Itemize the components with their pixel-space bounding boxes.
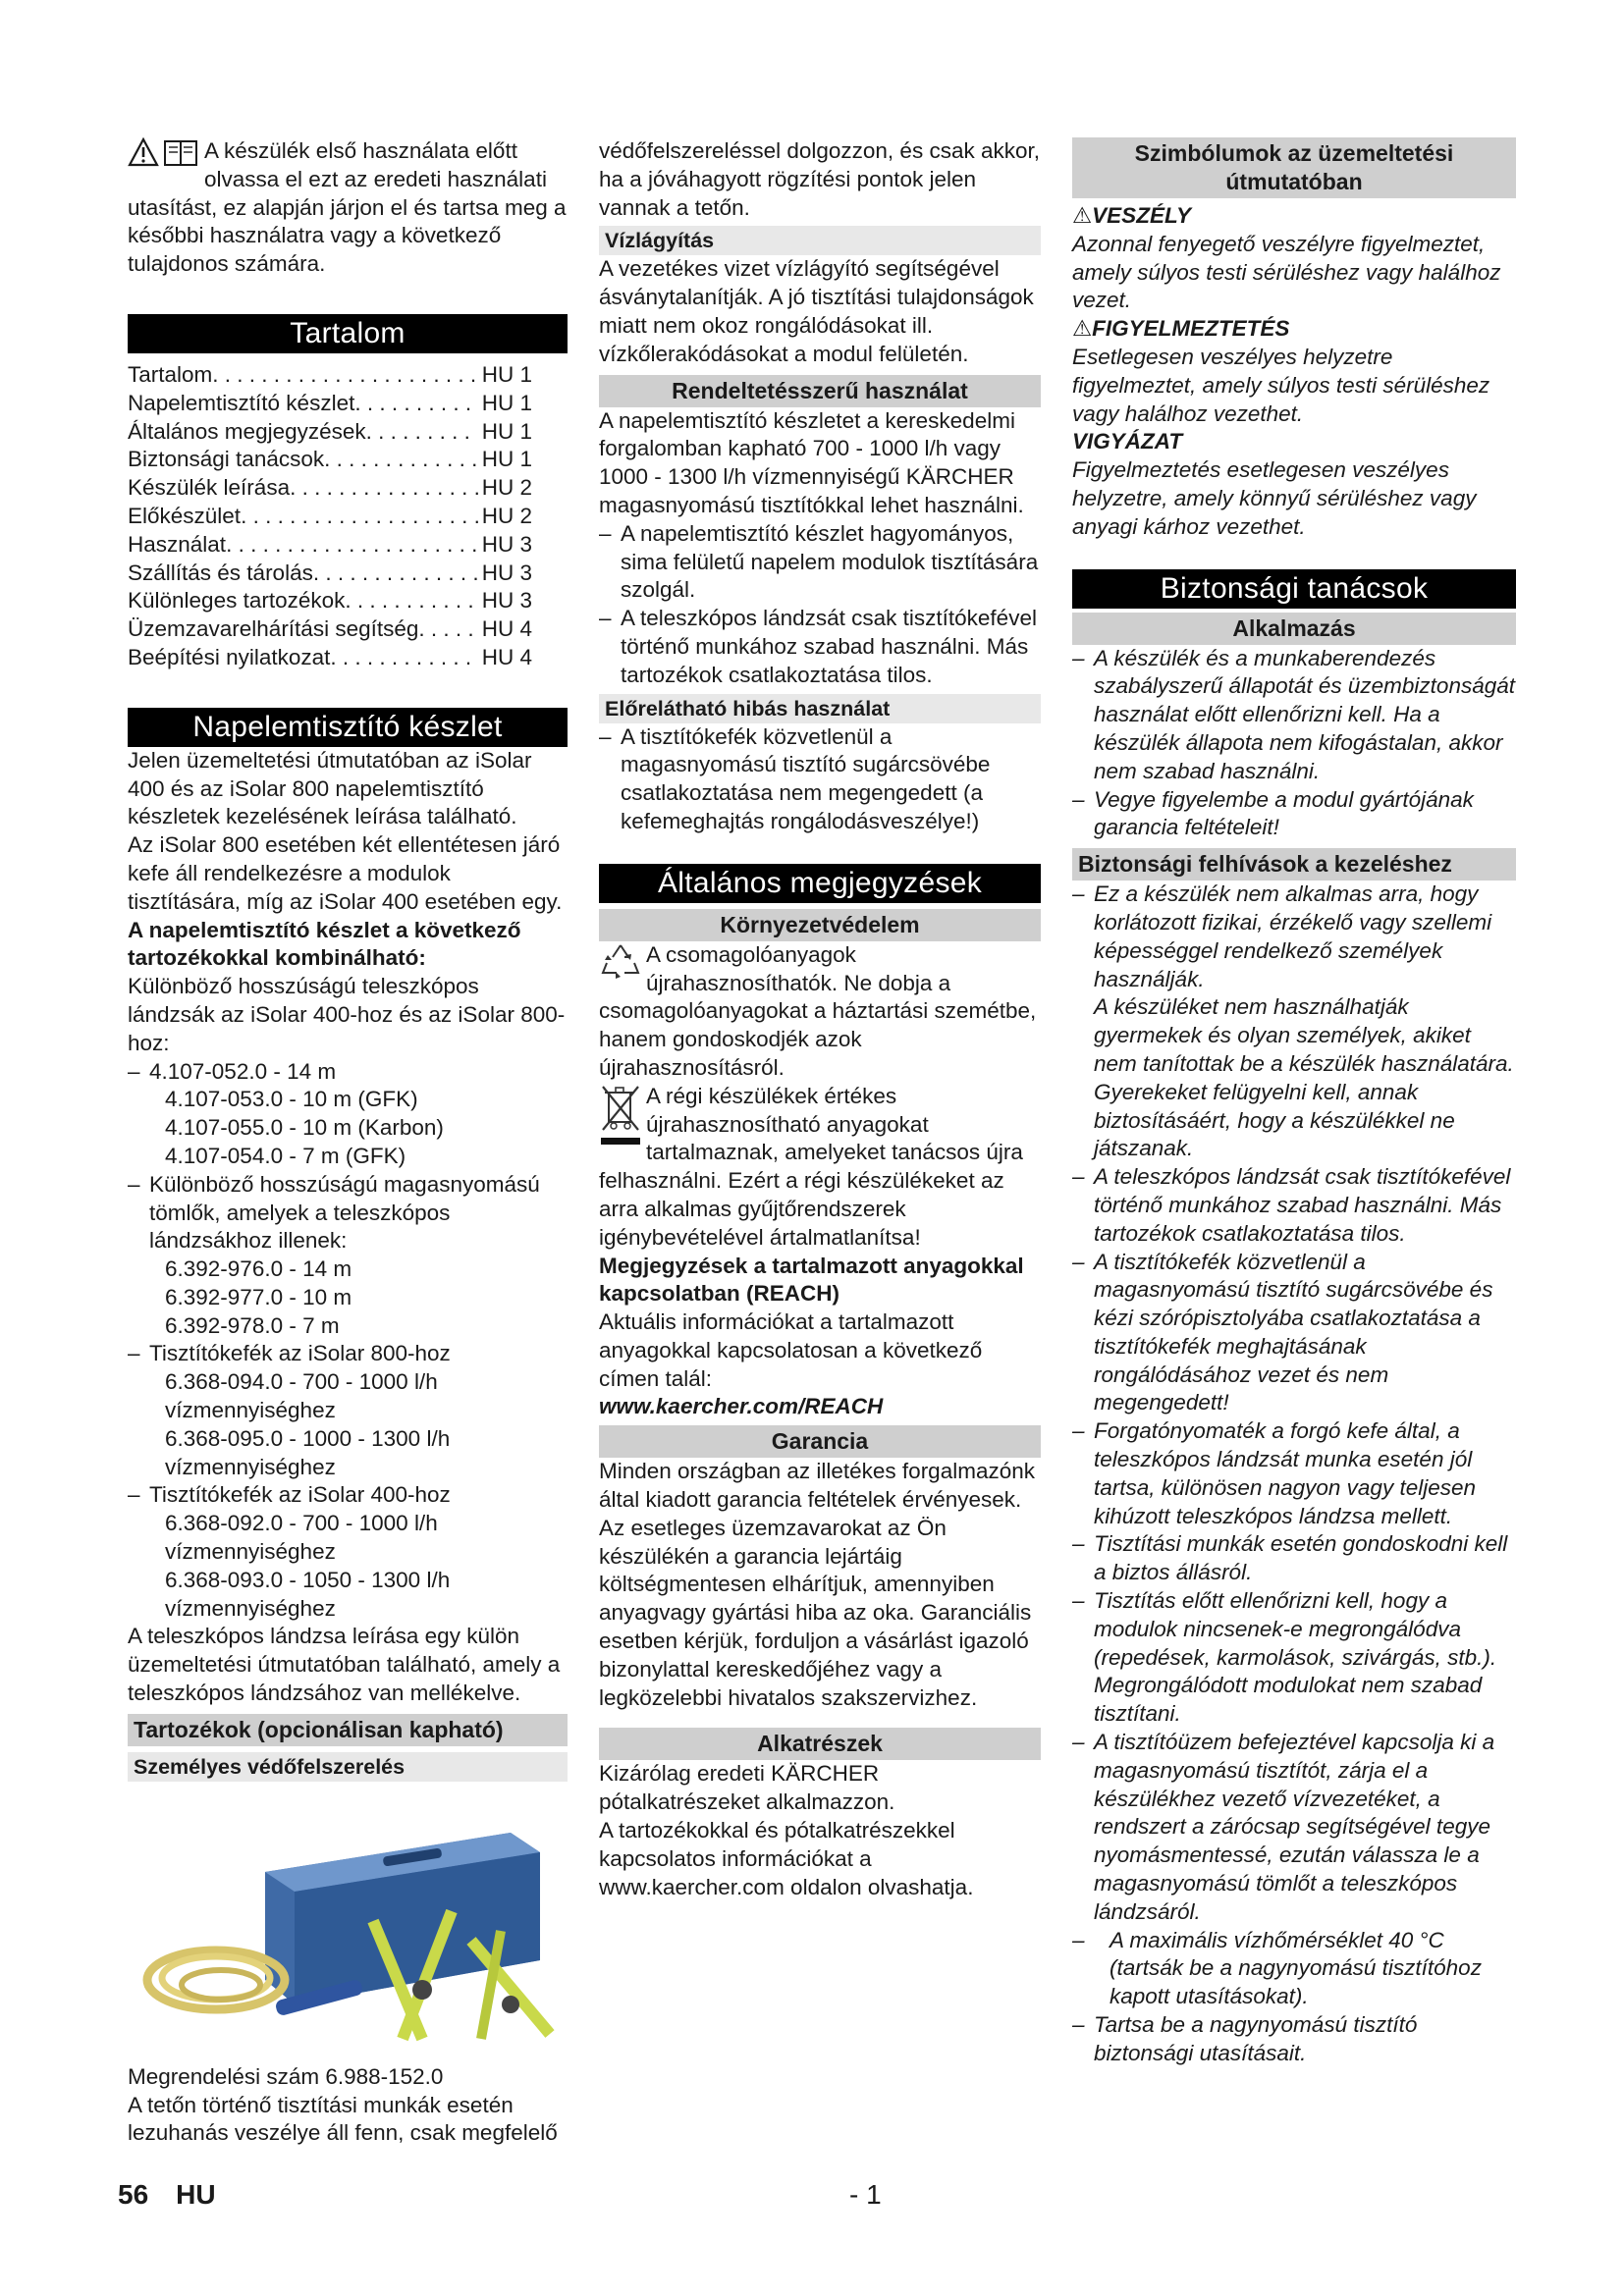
toc-heading: Tartalom — [128, 314, 568, 353]
danger-text: Azonnal fenyegető veszélyre figyelmeztet, amely súlyos testi sérüléshez vagy halálhoz vezet. — [1072, 231, 1501, 313]
reach-heading: Megjegyzések a tartalmazott anyagokkal kapcsolatban (REACH) — [599, 1253, 1024, 1307]
toc-row[interactable]: Üzemzavarelhárítási segítség . . . HU 4 — [128, 615, 532, 644]
column-left — [128, 137, 568, 2148]
list-item: – 4.107-052.0 - 14 m — [128, 1058, 337, 1084]
list-item: – Különböző hosszúságú magasnyomású tömlők, amelyek a teleszkópos lándzsákhoz illenek: — [128, 1171, 540, 1254]
list-item: – Ez a készülék nem alkalmas arra, hogy korlátozott fizikai, érzékelő vagy szellemi képességgel rendelkező személyek használják. — [1072, 881, 1492, 991]
warning-book-icon — [128, 137, 200, 175]
toc-row[interactable]: Előkészület . . . HU 2 — [128, 503, 532, 531]
list-item: – Tisztítókefék az iSolar 400-hoz — [128, 1482, 451, 1508]
danger-title: ⚠VESZÉLY — [1072, 203, 1192, 228]
list-item: – Tisztítási munkák esetén gondoskodni kell a biztos állásról. — [1072, 1531, 1508, 1585]
env-text-1: A csomagolóanyagok újrahasznosíthatók. Ne dobja a csomagolóanyagokat a háztartási szemétbe, hanem gondoskodjék azok újrahasznosításról. — [599, 941, 1037, 1080]
toc-row[interactable]: Biztonsági tanácsok . . . HU 1 — [128, 446, 532, 474]
env-weee-block — [599, 1083, 1041, 1253]
ppe-continued: védőfelszereléssel dolgozzon, és csak akkor, ha a jóváhagyott rögzítési pontok jelen vannak a tetőn. — [599, 138, 1040, 220]
kit-heading: Napelemtisztító készlet — [128, 708, 568, 747]
brush-item: 6.368-094.0 - 700 - 1000 l/h vízmennyiséghez — [165, 1369, 438, 1423]
kit-combo: A napelemtisztító készlet a következő tartozékokkal kombinálható: — [128, 917, 521, 971]
list-item: – Tisztítás előtt ellenőrizni kell, hogy a modulok nincsenek-e megrongálódva (repedések, karmolások, szivárgás, stb.). Megrongálódott modulokat nem szabad tisztítani. — [1072, 1588, 1497, 1727]
reach-link[interactable]: www.kaercher.com/REACH — [599, 1394, 884, 1419]
toc-row[interactable]: Különleges tartozékok . . . HU 3 — [128, 587, 532, 615]
handling-heading: Biztonsági felhívások a kezeléshez — [1072, 848, 1516, 881]
warning-triangle-icon: ⚠ — [1072, 316, 1093, 342]
toc-row[interactable]: Szállítás és tárolás . . . HU 3 — [128, 560, 532, 588]
ppe-equipment-image — [128, 1793, 568, 2054]
warranty-text: Minden országban az illetékes forgalmazónk által kiadott garancia feltételek érvényesek. Az esetleges üzemzavarokat az Ön készülékén a garancia lejártáig költségmentesen elhárítjuk, amennyiben anyagvagy gyártási hiba az oka. Garanciális esetben kérjük, forduljon a vásárlást igazoló bizonylattal kereskedőjéhez vagy a legközelebbi hivatalos szakszervizhez. — [599, 1459, 1035, 1710]
hose-item: 6.392-976.0 - 14 m — [165, 1256, 352, 1282]
intended-use-heading: Rendeltetésszerű használat — [599, 375, 1041, 407]
accessories-heading: Tartozékok (opcionálisan kapható) — [128, 1714, 568, 1746]
toc-row[interactable]: Beépítési nyilatkozat . . . HU 4 — [128, 644, 532, 672]
caution-title: VIGYÁZAT — [1072, 429, 1183, 454]
intro-text: A készülék első használata előtt olvassa el ezt az eredeti használati utasítást, ez alapján járjon el és tartsa meg a későbbi használatra vagy a következő tulajdonos számára. — [128, 138, 567, 277]
lance-item: 4.107-053.0 - 10 m (GFK) — [165, 1087, 418, 1112]
warning-title: ⚠FIGYELMEZTETÉS — [1072, 316, 1290, 342]
hose-item: 6.392-977.0 - 10 m — [165, 1284, 352, 1309]
kit-p1: Jelen üzemeltetési útmutatóban az iSolar 400 és az iSolar 800 napelemtisztító készletek kezelésének leírása található. — [128, 747, 532, 829]
list-item: – A tisztítóüzem befejeztével kapcsolja ki a magasnyomású tisztítót, zárja el a készülékhez vezető vízvezetéket, a rendszert a zárócsap segítségével tegye nyomásmentessé, ezután válassza le a magasnyomású tömlőt a teleszkópos lándzsáról. — [1072, 1730, 1495, 1924]
list-item: – A napelemtisztító készlet hagyományos, sima felületű napelem modulok tisztítására szolgál. — [599, 520, 1039, 603]
recycle-icon — [599, 941, 642, 988]
list-item: – A maximális vízhőmérséklet 40 °C (tartsák be a nagynyomású tisztítóhoz kapott utasításokat). — [1072, 1927, 1482, 2009]
intended-use-text: A napelemtisztító készletet a kereskedelmi forgalomban kapható 700 - 1000 l/h vagy 1000 - 1300 l/h vízmennyiségű KÄRCHER magasnyomású tisztítókkal lehet használni. — [599, 407, 1024, 517]
lance-item: 4.107-054.0 - 7 m (GFK) — [165, 1143, 406, 1168]
list-item: – A tisztítókefék közvetlenül a magasnyomású tisztító sugárcsövébe és kézi szórópisztolyába csatlakoztatása a tisztítókefék meghajtásának rongálódásához vezet és nem megengedett! — [1072, 1249, 1493, 1415]
toc-row[interactable]: Készülék leírása . . . HU 2 — [128, 474, 532, 503]
list-item: – Forgatónyomaték a forgó kefe által, a teleszkópos lándzsát munka esetén jól tartsa, különösen nagyon vagy teljesen kihúzott teleszkópos lándzsa mellett. — [1072, 1418, 1477, 1528]
handling-continued: A készüléket nem használhatják gyermekek és olyan személyek, akiket nem tanítottak be a készülék használatára. Gyerekeket felügyelni kell, annak biztosításáért, hogy a készülékkel ne játszanak. — [1094, 994, 1514, 1161]
roof-text: A tetőn történő tisztítási munkák esetén lezuhanás veszélye áll fenn, csak megfelelő — [128, 2092, 558, 2146]
toc-list — [128, 361, 568, 672]
env-text-2: A régi készülékek értékes újrahasznosítható anyagokat tartalmaznak, amelyeket tanácsos újra felhasználni. Ezért a régi készülékeket az arra alkalmas gyűjtőrendszerek igénybevételével ártalmatlanítsa! — [599, 1083, 1023, 1250]
spare-parts-text-1: Kizárólag eredeti KÄRCHER pótalkatrészeket alkalmazzon. — [599, 1761, 895, 1815]
intro-block — [128, 137, 568, 279]
list-item: – Vegye figyelembe a modul gyártójának garancia feltételeit! — [1072, 786, 1474, 840]
brush-item: 6.368-093.0 - 1050 - 1300 l/h vízmennyiséghez — [165, 1567, 451, 1621]
page-footer-center: - 1 — [849, 2179, 882, 2210]
toc-row[interactable]: Használat . . . HU 3 — [128, 531, 532, 560]
brush-item: 6.368-095.0 - 1000 - 1300 l/h vízmennyiséghez — [165, 1425, 451, 1479]
softener-text: A vezetékes vizet vízlágyító segítségével ásványtalanítják. A jó tisztítási tulajdonságok miatt nem okoz rongálódásokat ill. vízkőlerakódásokat a modul felületén. — [599, 256, 1034, 366]
environment-heading: Környezetvédelem — [599, 909, 1041, 941]
toc-row[interactable]: Napelemtisztító készlet . . . HU 1 — [128, 390, 532, 418]
hose-item: 6.392-978.0 - 7 m — [165, 1312, 340, 1338]
crossed-bin-icon — [599, 1083, 642, 1155]
ppe-heading: Személyes védőfelszerelés — [128, 1752, 568, 1782]
list-item: – A teleszkópos lándzsát csak tisztítókefével történő munkához szabad használni. Más tartozékok csatlakoztatása tilos. — [1072, 1164, 1511, 1246]
general-notes-heading: Általános megjegyzések — [599, 864, 1041, 903]
list-item: – Tartsa be a nagynyomású tisztító biztonsági utasításait. — [1072, 2012, 1418, 2065]
page-number: 56 — [118, 2179, 149, 2210]
warranty-heading: Garancia — [599, 1425, 1041, 1458]
order-number: Megrendelési szám 6.988-152.0 — [128, 2063, 444, 2089]
warning-text: Esetlegesen veszélyes helyzetre figyelmeztet, amely súlyos testi sérüléshez vagy halálhoz vezethet. — [1072, 344, 1490, 426]
language-code: HU — [176, 2179, 216, 2210]
application-heading: Alkalmazás — [1072, 613, 1516, 645]
column-middle — [599, 137, 1041, 1901]
symbols-heading: Szimbólumok az üzemeltetési útmutatóban — [1072, 137, 1516, 198]
brush-item: 6.368-092.0 - 700 - 1000 l/h vízmennyiséghez — [165, 1511, 438, 1565]
kit-p2: Az iSolar 800 esetében két ellentétesen járó kefe áll rendelkezésre a modulok tisztítására, míg az iSolar 400 esetében egy. — [128, 832, 563, 914]
misuse-heading: Előrelátható hibás használat — [599, 694, 1041, 723]
list-item: – A tisztítókefék közvetlenül a magasnyomású tisztító sugárcsövébe csatlakoztatása nem megengedett (a kefemeghajtás rongálodásveszélye!) — [599, 723, 991, 833]
page-footer-left — [118, 2179, 244, 2211]
list-item: – A teleszkópos lándzsát csak tisztítókefével történő munkához szabad használni. Más tartozékok csatlakoztatása tilos. — [599, 606, 1037, 687]
lance-item: 4.107-055.0 - 10 m (Karbon) — [165, 1115, 444, 1141]
toc-row[interactable]: Általános megjegyzések . . . HU 1 — [128, 418, 532, 447]
warning-triangle-icon: ⚠ — [1072, 203, 1093, 228]
list-item: – A készülék és a munkaberendezés szabályszerű állapotát és üzembiztonságát használat előtt ellenőrizni kell. Ha a készülék állapota nem kifogástalan, akkor nem szabad használni. — [1072, 645, 1515, 783]
lance-desc: A teleszkópos lándzsa leírása egy külön üzemeltetési útmutatóban található, amely a teleszkópos lándzsához van mellékelve. — [128, 1624, 561, 1706]
reach-text: Aktuális információkat a tartalmazott anyagokkal kapcsolatosan a következő címen talál: — [599, 1309, 983, 1391]
toc-row[interactable]: Tartalom . . . HU 1 — [128, 361, 532, 390]
spare-parts-heading: Alkatrészek — [599, 1728, 1041, 1760]
safety-heading: Biztonsági tanácsok — [1072, 569, 1516, 609]
kit-p3: Különböző hosszúságú teleszkópos lándzsák az iSolar 400-hoz és az iSolar 800-hoz: — [128, 974, 566, 1055]
softener-heading: Vízlágyítás — [599, 226, 1041, 255]
env-recycle-block — [599, 941, 1041, 1083]
caution-text: Figyelmeztetés esetlegesen veszélyes helyzetre, amely könnyű sérüléshez vagy anyagi kárhoz vezethet. — [1072, 457, 1477, 539]
spare-parts-text-2: A tartozékokkal és pótalkatrészekkel kapcsolatos információkat a www.kaercher.com oldalon olvashatja. — [599, 1818, 974, 1899]
list-item: – Tisztítókefék az iSolar 800-hoz — [128, 1341, 451, 1366]
column-right — [1072, 137, 1516, 2068]
